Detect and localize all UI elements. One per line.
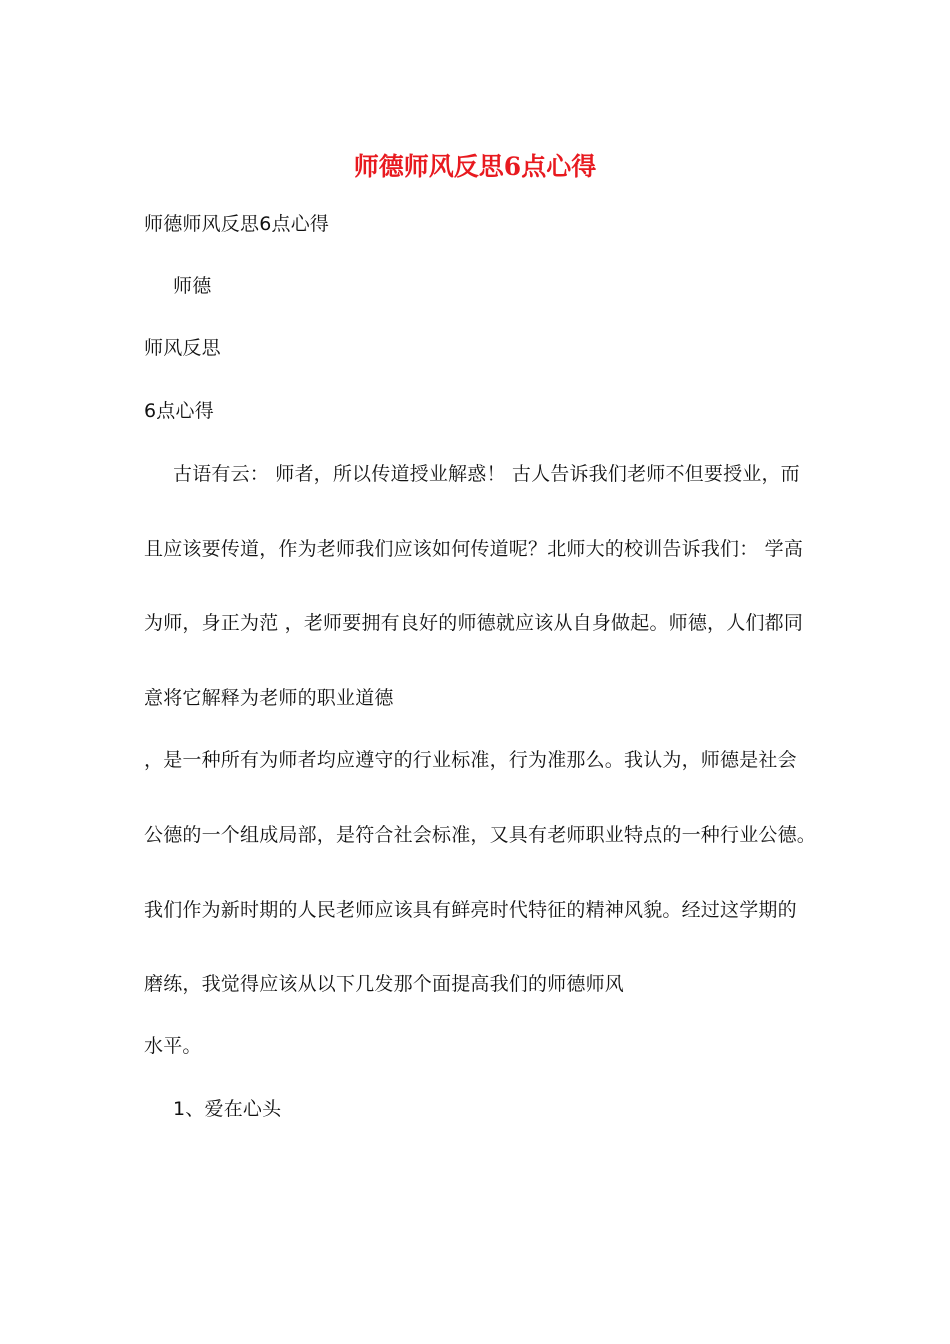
heading-line-1: 师德	[173, 275, 212, 297]
paragraph-line: 意将它解释为老师的职业道德	[144, 687, 394, 709]
subtitle-line: 师德师风反思6点心得	[144, 213, 330, 235]
paragraph-line: 我们作为新时期的人民老师应该具有鲜亮时代特征的精神风貌。经过这学期的	[144, 899, 797, 921]
paragraph-line: ，是一种所有为师者均应遵守的行业标准，行为准那么。我认为，师德是社会	[144, 749, 797, 771]
heading-line-2: 师风反思	[144, 337, 221, 359]
paragraph-line: 且应该要传道，作为老师我们应该如何传道呢？北师大的校训告诉我们： 学高	[144, 538, 804, 560]
section-heading: 1、爱在心头	[173, 1098, 282, 1120]
paragraph-line: 古语有云： 师者，所以传道授业解惑！ 古人告诉我们老师不但要授业，而	[173, 463, 800, 485]
paragraph-line: 为师，身正为范 ，老师要拥有良好的师德就应该从自身做起。师德，人们都同	[144, 612, 804, 634]
document-title: 师德师风反思6点心得	[353, 152, 597, 181]
paragraph-line: 公德的一个组成局部，是符合社会标准，又具有老师职业特点的一种行业公德。	[144, 824, 817, 846]
paragraph-line: 磨练，我觉得应该从以下几发那个面提高我们的师德师风	[144, 973, 625, 995]
paragraph-line: 水平。	[144, 1035, 202, 1057]
heading-line-3: 6点心得	[144, 400, 214, 422]
